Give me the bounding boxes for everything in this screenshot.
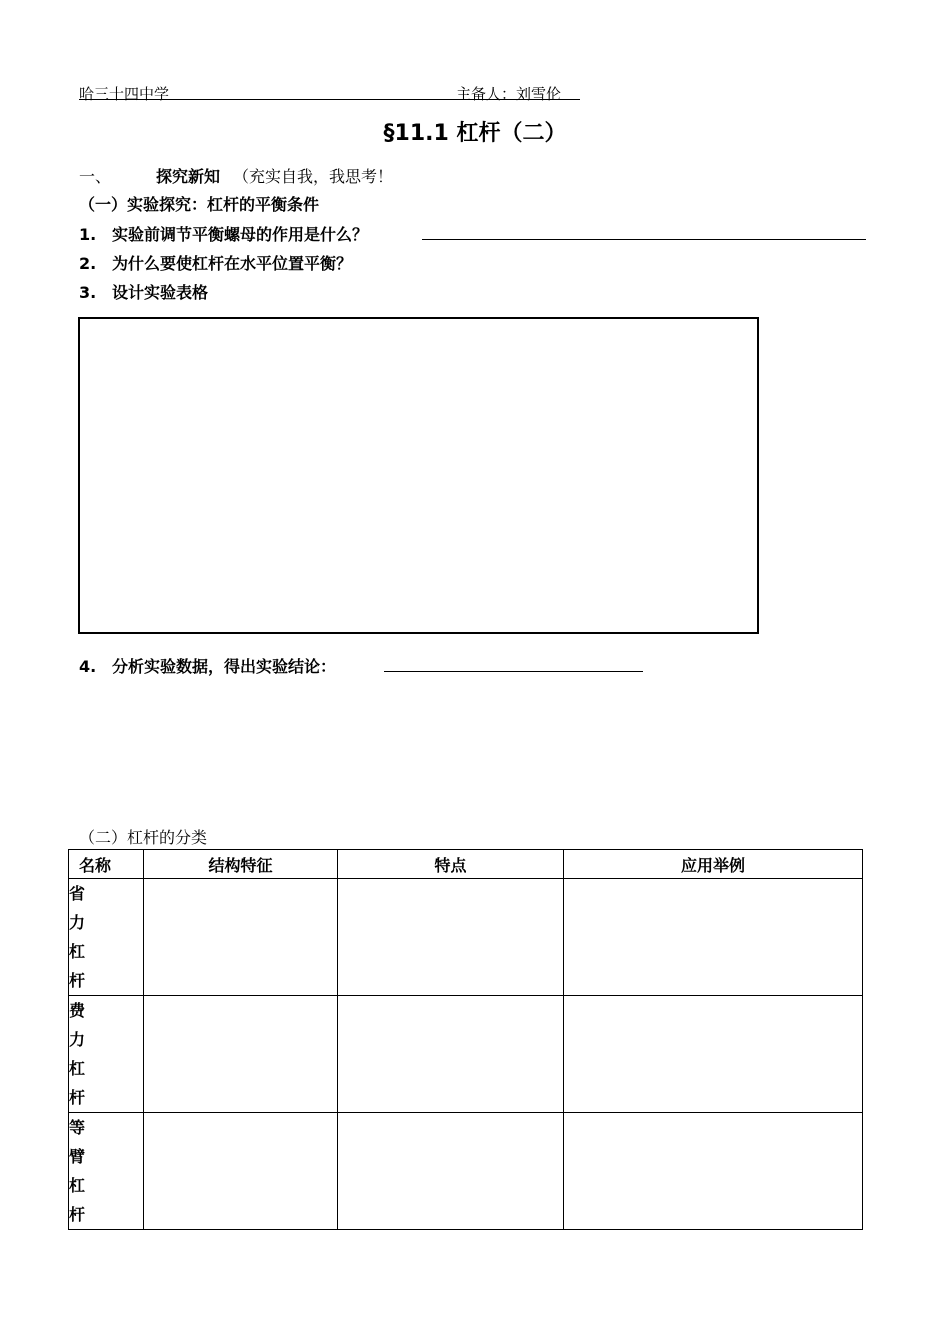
page-title: §11.1 杠杆（二）: [383, 121, 567, 146]
col-header-name: 名称: [69, 850, 144, 879]
row-label-labor-costing: [69, 996, 144, 1113]
question-3: [79, 280, 208, 303]
question-4: [79, 654, 336, 677]
table-row: [69, 996, 863, 1113]
cell-feature[interactable]: [338, 1113, 564, 1230]
section-subtitle: （充实自我，我思考！: [233, 167, 394, 186]
cell-feature[interactable]: [338, 879, 564, 996]
answer-blank-4[interactable]: [384, 671, 643, 672]
table-row: [69, 879, 863, 996]
label-char: 力: [69, 1030, 86, 1049]
part2-heading: （二）杠杆的分类: [79, 828, 208, 847]
lever-classification-table: [68, 849, 863, 1230]
label-char: 臂: [69, 1147, 86, 1166]
question-number: 3.: [79, 283, 97, 302]
cell-examples[interactable]: [564, 996, 863, 1113]
cell-feature[interactable]: [338, 996, 564, 1113]
label-char: 等: [69, 1118, 86, 1137]
question-1: [79, 222, 368, 245]
section-title: 探究新知: [156, 167, 221, 186]
label-char: 杠: [69, 1176, 86, 1195]
label-char: 费: [69, 1001, 86, 1020]
label-char: 杆: [69, 1205, 86, 1224]
question-number: 2.: [79, 254, 97, 273]
cell-examples[interactable]: [564, 1113, 863, 1230]
table-row: [69, 1113, 863, 1230]
section-number: 一、: [79, 167, 112, 186]
label-char: 杆: [69, 1088, 86, 1107]
col-header-examples: 应用举例: [564, 850, 863, 879]
cell-structure[interactable]: [144, 996, 338, 1113]
label-char: 省: [69, 884, 86, 903]
label-char: 杠: [69, 1059, 86, 1078]
question-text: 为什么要使杠杆在水平位置平衡？: [112, 254, 353, 273]
row-label-equal-arm: [69, 1113, 144, 1230]
row-label-labor-saving: [69, 879, 144, 996]
question-text: 设计实验表格: [112, 283, 209, 302]
question-text: 分析实验数据，得出实验结论：: [112, 657, 337, 676]
col-header-feature: 特点: [338, 850, 564, 879]
col-header-structure: 结构特征: [144, 850, 338, 879]
cell-structure[interactable]: [144, 1113, 338, 1230]
question-2: [79, 251, 352, 274]
question-number: 4.: [79, 657, 97, 676]
question-number: 1.: [79, 225, 97, 244]
table-header-row: [69, 850, 863, 879]
label-char: 杠: [69, 942, 86, 961]
cell-structure[interactable]: [144, 879, 338, 996]
header-preparer: 主备人：刘雪伦: [456, 85, 562, 103]
cell-examples[interactable]: [564, 879, 863, 996]
experiment-table-box[interactable]: [78, 317, 759, 634]
header-school: 哈三十四中学: [79, 85, 170, 103]
question-text: 实验前调节平衡螺母的作用是什么？: [112, 225, 369, 244]
label-char: 力: [69, 913, 86, 932]
part1-heading: （一）实验探究：杠杆的平衡条件: [79, 195, 320, 214]
label-char: 杆: [69, 971, 86, 990]
answer-blank-1[interactable]: [422, 239, 866, 240]
